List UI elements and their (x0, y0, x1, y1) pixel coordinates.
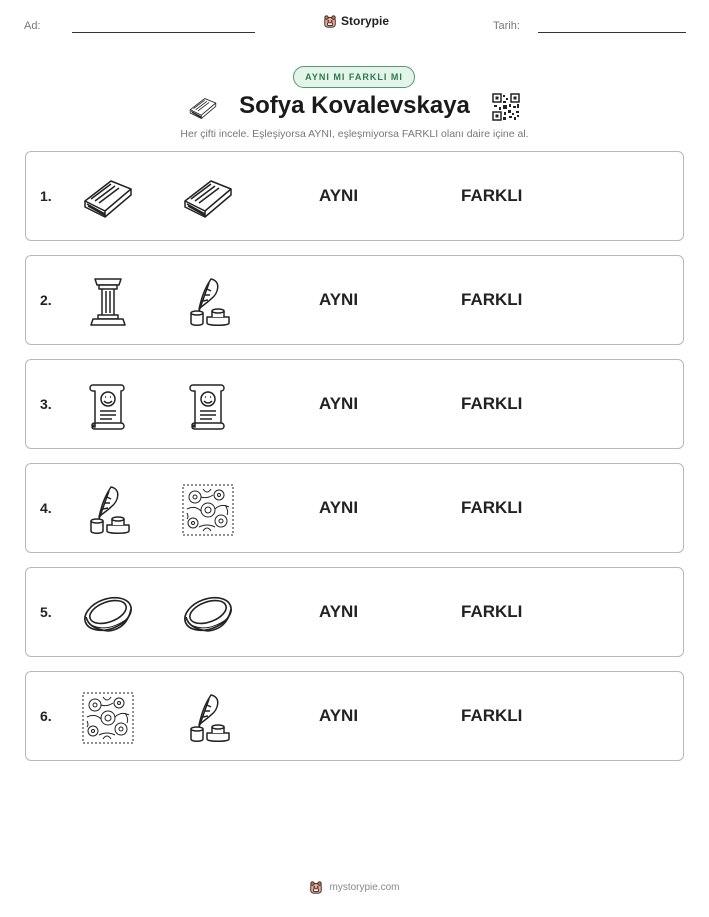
exercise-row (25, 567, 684, 657)
ring-icon (181, 587, 235, 641)
exercise-row (25, 671, 684, 761)
footer (0, 880, 709, 894)
row-number: 3. (40, 396, 52, 412)
same-option[interactable]: AYNI (319, 394, 359, 413)
different-option[interactable]: FARKLI (461, 394, 523, 413)
exercise-row (25, 255, 684, 345)
exercise-row (25, 151, 684, 241)
floral-pattern-icon (81, 691, 135, 745)
row-number: 4. (40, 500, 52, 516)
row-number: 1. (40, 188, 52, 204)
row-number: 6. (40, 708, 52, 724)
floral-pattern-icon (181, 483, 235, 537)
book-icon (81, 171, 135, 225)
date-label: Tarih: (493, 20, 520, 32)
theater-scroll-icon (181, 379, 235, 433)
footer-url: mystorypie.com (329, 881, 400, 893)
different-option[interactable]: FARKLI (461, 186, 523, 205)
qr-code-icon (492, 93, 520, 121)
name-line[interactable] (72, 32, 255, 33)
same-option[interactable]: AYNI (319, 706, 359, 725)
row-number: 2. (40, 292, 52, 308)
different-option[interactable]: FARKLI (461, 290, 523, 309)
different-option[interactable]: FARKLI (461, 706, 523, 725)
storypie-logo-icon (323, 14, 337, 28)
page-title: Sofya Kovalevskaya (239, 92, 470, 119)
pedestal-icon (81, 275, 135, 329)
worksheet-type-badge: AYNI MI FARKLI MI (293, 66, 415, 88)
book-icon (181, 171, 235, 225)
same-option[interactable]: AYNI (319, 498, 359, 517)
instruction-text: Her çifti incele. Eşleşiyorsa AYNI, eşleşmiyorsa FARKLI olanı daire içine al. (180, 128, 529, 140)
exercise-row (25, 463, 684, 553)
same-option[interactable]: AYNI (319, 602, 359, 621)
name-label: Ad: (24, 20, 41, 32)
storypie-logo-icon (309, 880, 323, 894)
different-option[interactable]: FARKLI (461, 602, 523, 621)
brand (323, 14, 389, 28)
different-option[interactable]: FARKLI (461, 498, 523, 517)
quill-inkwell-icon (81, 483, 135, 537)
same-option[interactable]: AYNI (319, 186, 359, 205)
quill-inkwell-icon (181, 275, 235, 329)
same-option[interactable]: AYNI (319, 290, 359, 309)
quill-inkwell-icon (181, 691, 235, 745)
brand-name: Storypie (341, 14, 390, 28)
ring-icon (81, 587, 135, 641)
date-line[interactable] (538, 32, 686, 33)
theater-scroll-icon (81, 379, 135, 433)
exercise-row (25, 359, 684, 449)
row-number: 5. (40, 604, 52, 620)
